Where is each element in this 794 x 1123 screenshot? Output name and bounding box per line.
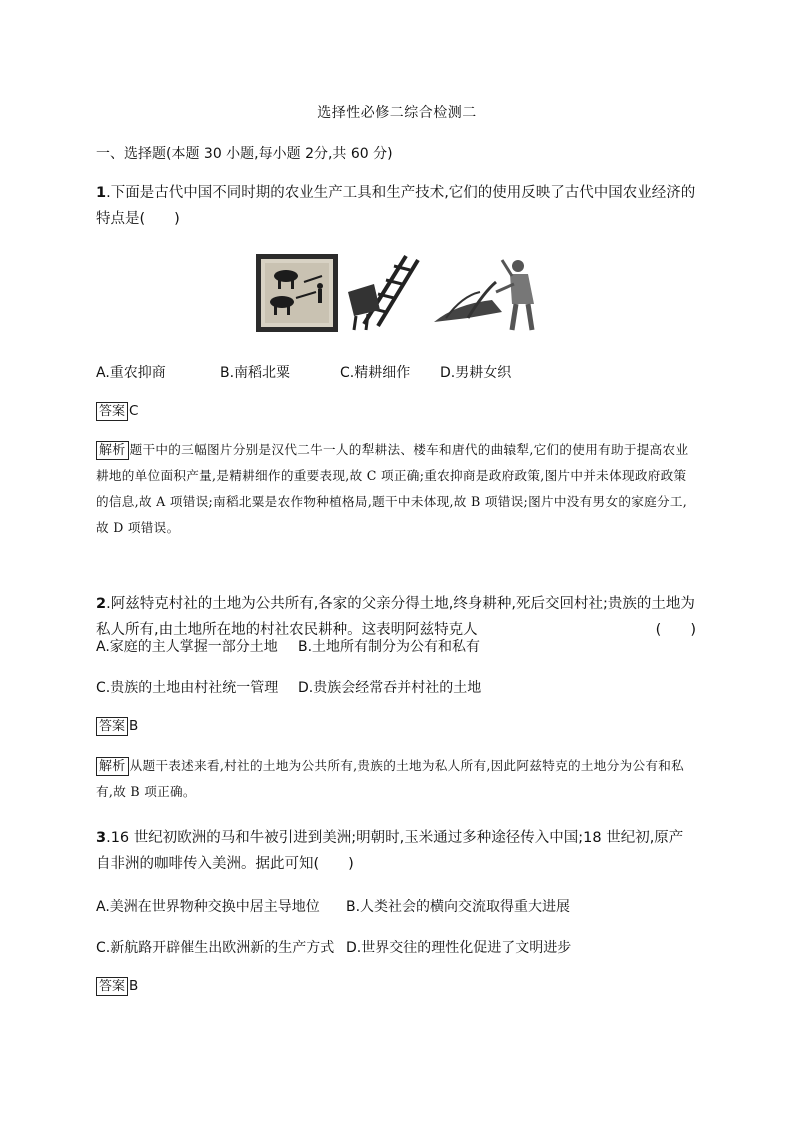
- answer-label: 答案: [96, 402, 128, 421]
- option-b[interactable]: B.南稻北粟: [220, 365, 291, 381]
- answer-value: B: [129, 718, 139, 734]
- question-2-answer: [96, 717, 138, 736]
- option-a[interactable]: A.美洲在世界物种交换中居主导地位: [96, 899, 320, 915]
- analysis-label: 解析: [96, 757, 129, 776]
- option-d[interactable]: D.世界交往的理性化促进了文明进步: [346, 940, 572, 956]
- option-c[interactable]: C.贵族的土地由村社统一管理: [96, 680, 279, 696]
- answer-label: 答案: [96, 977, 128, 996]
- analysis-text: 题干中的三幅图片分别是汉代二牛一人的犁耕法、楼车和唐代的曲辕犁,它们的使用有助于提高农业耕地的单位面积产量,是精耕细作的重要表现,故 C 项正确;重农抑商是政府政策,图片中并未体现政府政策的信息,故 A 项错误;南稻北粟是农作物种植格局,题干中未体现,故 B 项错误;图片中没有男女的家庭分工,故 D 项错误。: [96, 442, 689, 535]
- option-c[interactable]: C.新航路开辟催生出欧洲新的生产方式: [96, 940, 335, 956]
- question-number: 2: [96, 596, 107, 612]
- figure-farming-tools: [256, 252, 546, 334]
- farming-tools-image: [256, 252, 546, 334]
- option-c[interactable]: C.精耕细作: [340, 365, 411, 381]
- question-number: 3: [96, 830, 107, 846]
- question-3-answer: [96, 977, 138, 996]
- question-2-options: [96, 636, 716, 656]
- question-2-options-row2: [96, 677, 716, 697]
- question-2-analysis: [96, 753, 696, 805]
- answer-label: 答案: [96, 717, 128, 736]
- question-text: .16 世纪初欧洲的马和牛被引进到美洲;明朝时,玉米通过多种途径传入中国;18 世纪初,原产自非洲的咖啡传入美洲。据此可知( ): [96, 830, 684, 872]
- question-1: [96, 180, 696, 232]
- question-text: .下面是古代中国不同时期的农业生产工具和生产技术,它们的使用反映了古代中国农业经济的特点是( ): [96, 185, 696, 227]
- page-title: 选择性必修二综合检测二: [317, 105, 477, 121]
- question-1-analysis: [96, 437, 696, 541]
- answer-value: C: [129, 403, 139, 419]
- question-1-options: [96, 362, 716, 382]
- option-b[interactable]: B.人类社会的横向交流取得重大进展: [346, 899, 571, 915]
- question-1-answer: [96, 402, 138, 421]
- answer-value: B: [129, 978, 139, 994]
- analysis-text: 从题干表述来看,村社的土地为公共所有,贵族的土地为私人所有,因此阿兹特克的土地分为公有和私有,故 B 项正确。: [96, 758, 685, 799]
- option-d[interactable]: D.贵族会经常吞并村社的土地: [298, 680, 482, 696]
- option-a[interactable]: A.家庭的主人掌握一部分土地: [96, 639, 278, 655]
- option-b[interactable]: B.土地所有制分为公有和私有: [298, 639, 481, 655]
- option-d[interactable]: D.男耕女织: [440, 365, 512, 381]
- question-3-options: [96, 896, 716, 916]
- question-text: .阿兹特克村社的土地为公共所有,各家的父亲分得土地,终身耕种,死后交回村社;贵族的土地为私人所有,由土地所在地的村社农民耕种。这表明阿兹特克人: [96, 596, 695, 638]
- option-a[interactable]: A.重农抑商: [96, 365, 166, 381]
- question-3-options-row2: [96, 937, 716, 957]
- section-heading: 一、选择题(本题 30 小题,每小题 2分,共 60 分): [96, 146, 393, 162]
- question-number: 1: [96, 185, 107, 201]
- answer-parenthesis: ( ): [655, 622, 696, 638]
- question-3: [96, 825, 696, 877]
- analysis-label: 解析: [96, 441, 129, 460]
